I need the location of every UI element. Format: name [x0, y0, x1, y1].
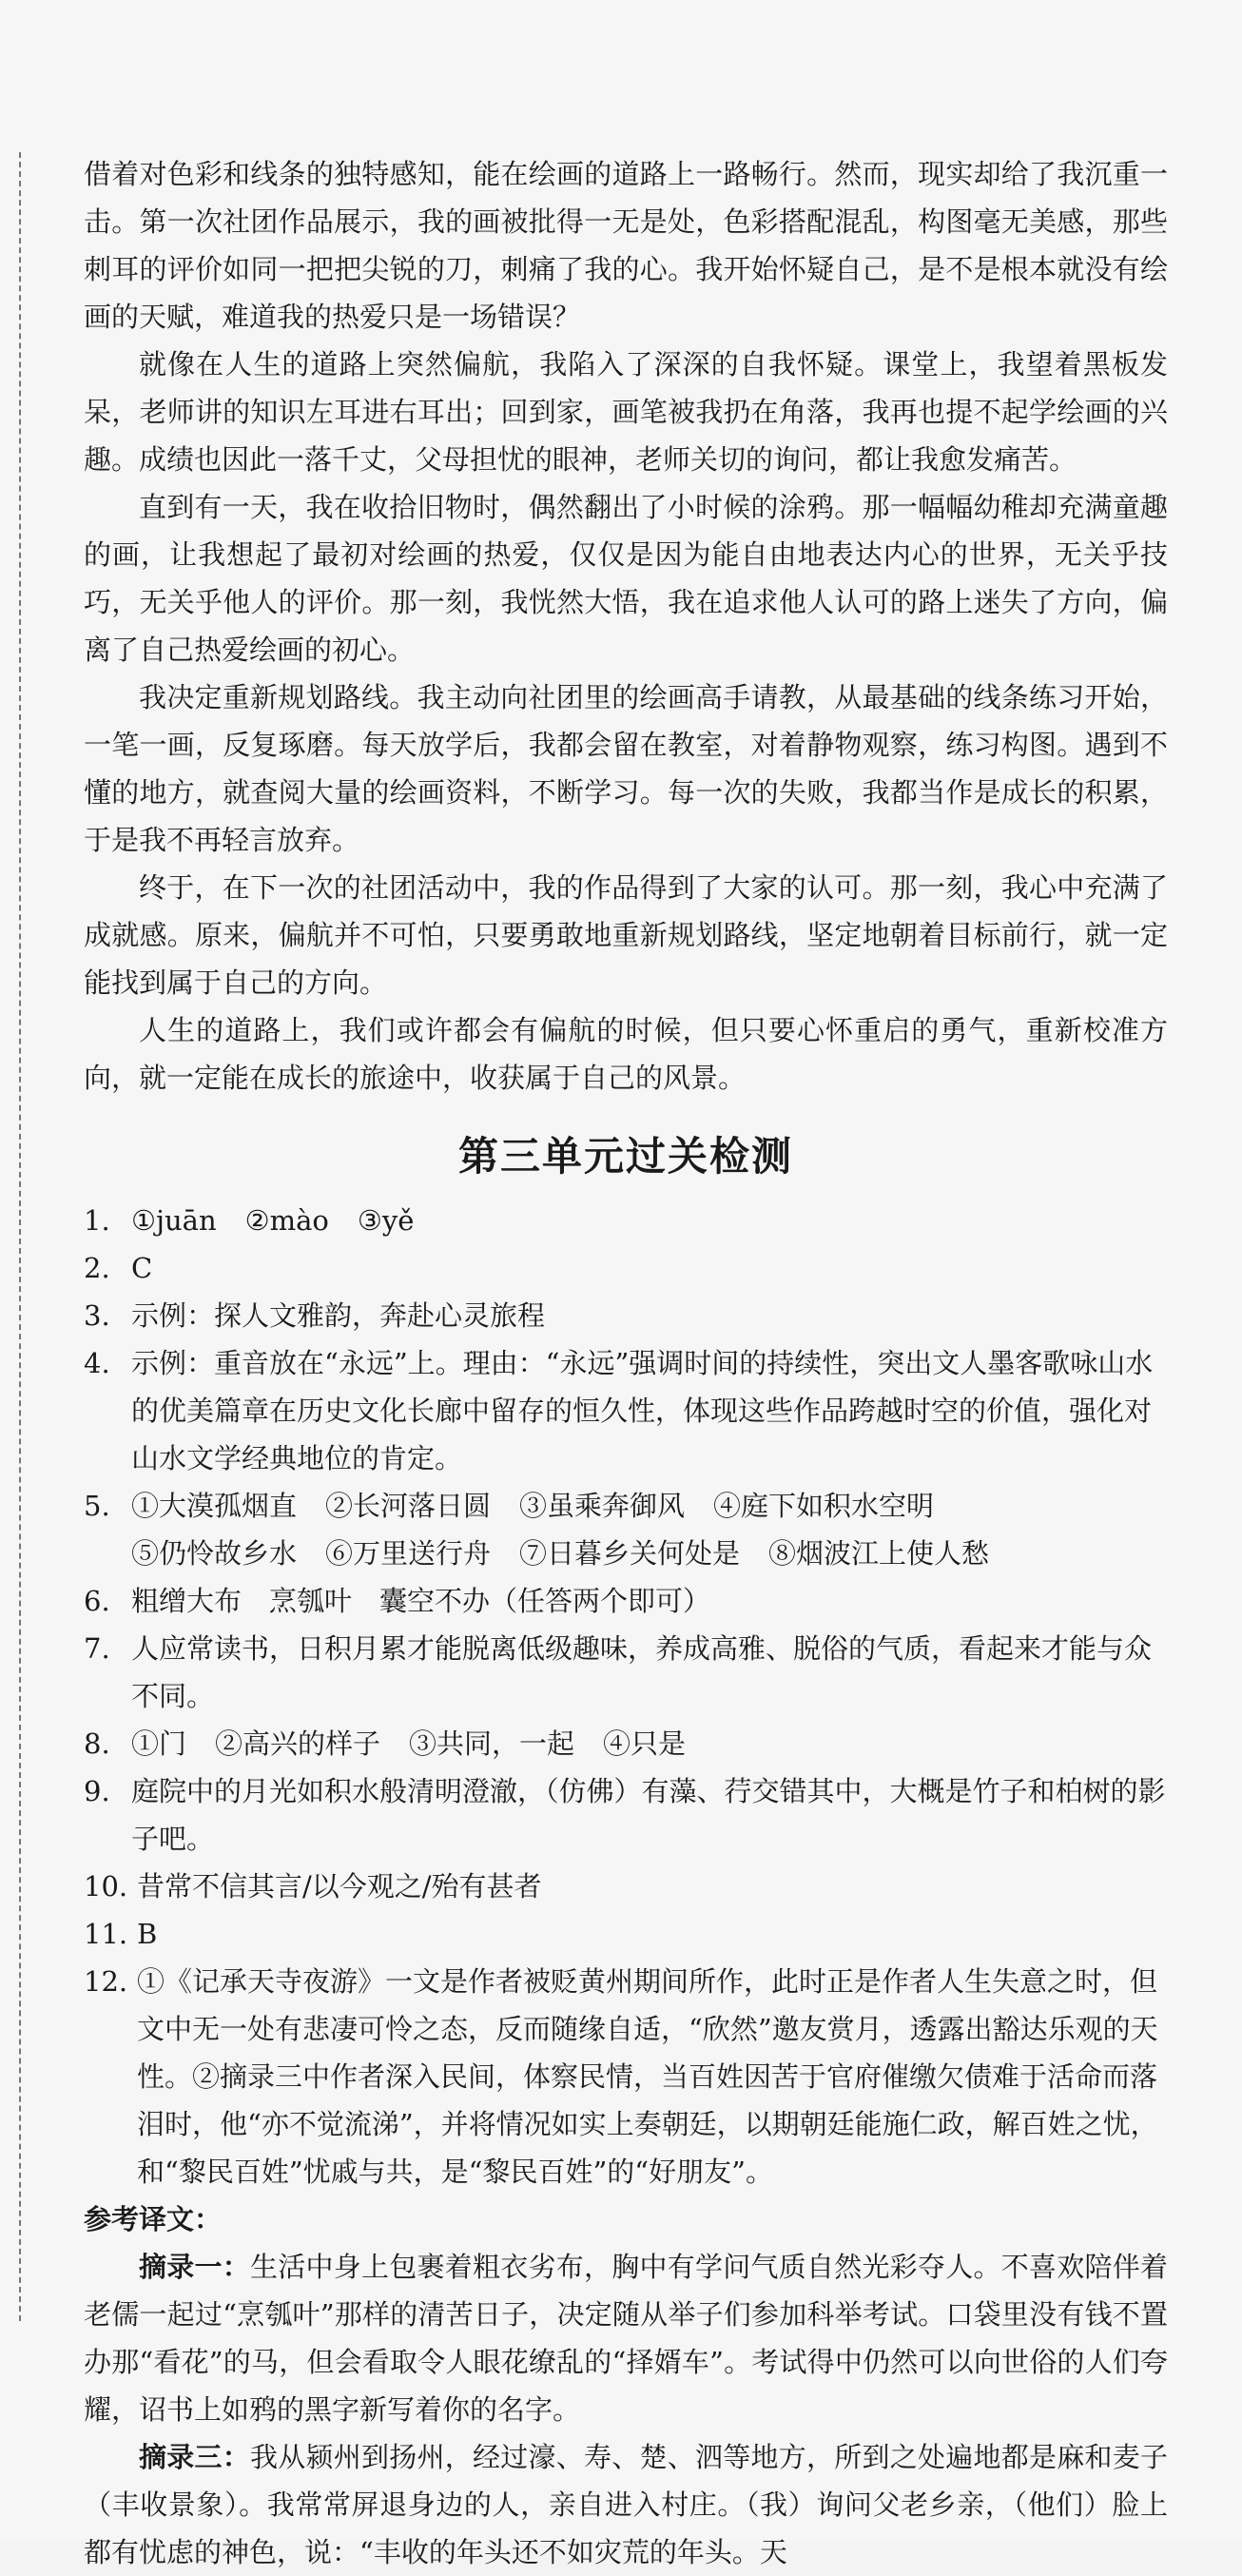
answer-part: ①门: [131, 1727, 187, 1760]
answer-item: [84, 1958, 1168, 2195]
reference-text: 生活中身上包裹着粗衣劣布，胸中有学问气质自然光彩夺人。不喜欢陪伴着老儒一起过“烹瓠叶”那样的清苦日子，决定随从举子们参加科举考试。口袋里没有钱不置办那“看花”的马，但会看取令人眼花缭乱的“择婿车”。考试得中仍然可以向世俗的人们夸耀，诏书上如鸦的黑字新写着你的名字。: [84, 2251, 1168, 2426]
answer-part: ③共同，一起: [409, 1727, 575, 1760]
answer-number: 3.: [84, 1299, 110, 1332]
answer-text: 昔常不信其言/以今观之/殆有甚者: [137, 1870, 542, 1903]
answer-text: ①《记承天寺夜游》一文是作者被贬黄州期间所作，此时正是作者人生失意之时，但文中无一处有悲凄可怜之态，反而随缘自适，“欣然”邀友赏月，透露出豁达乐观的天性。②摘录三中作者深入民间，体察民情，当百姓因苦于官府催缴欠债难于活命而落泪时，他“亦不觉流涕”，并将情况如实上奏朝廷，以期朝廷能施仁政，解百姓之忧，和“黎民百姓”忧戚与共，是“黎民百姓”的“好朋友”。: [137, 1965, 1158, 2188]
answer-text: 粗缯大布 烹瓠叶 囊空不办（任答两个即可）: [131, 1585, 711, 1617]
answer-number: 12.: [84, 1965, 128, 1998]
answer-part: ②长河落日圆: [325, 1490, 492, 1522]
essay-paragraph: 借着对色彩和线条的独特感知，能在绘画的道路上一路畅行。然而，现实却给了我沉重一击。第一次社团作品展示，我的画被批得一无是处，色彩搭配混乱，构图毫无美感，那些刺耳的评价如同一把把尖锐的刀，刺痛了我的心。我开始怀疑自己，是不是根本就没有绘画的天赋，难道我的热爱只是一场错误？: [84, 158, 1168, 333]
reference-translation: [84, 2195, 1168, 2576]
content: [84, 150, 1168, 2576]
answer-item: [84, 1197, 1168, 1244]
reference-paragraph: [84, 2243, 1168, 2433]
answer-item: [84, 1625, 1168, 1720]
reference-label: 摘录三：: [139, 2441, 250, 2473]
answer-number: 11.: [84, 1918, 128, 1950]
answer-item: [84, 1482, 1168, 1577]
essay-paragraph: 直到有一天，我在收拾旧物时，偶然翻出了小时候的涂鸦。那一幅幅幼稚却充满童趣的画，让我想起了最初对绘画的热爱，仅仅是因为能自由地表达内心的世界，无关乎技巧，无关乎他人的评价。那一刻，我恍然大悟，我在追求他人认可的路上迷失了方向，偏离了自己热爱绘画的初心。: [84, 491, 1168, 666]
essay: [84, 150, 1168, 1102]
answer-item: [84, 1863, 1168, 1910]
answer-part: ⑦日暮乡关何处是: [519, 1537, 741, 1570]
answer-part: ③yě: [357, 1204, 415, 1237]
essay-paragraph: 就像在人生的道路上突然偏航，我陷入了深深的自我怀疑。课堂上，我望着黑板发呆，老师讲的知识左耳进右耳出；回到家，画笔被我扔在角落，我再也提不起学绘画的兴趣。成绩也因此一落千丈，父母担忧的眼神，老师关切的询问，都让我愈发痛苦。: [84, 348, 1168, 476]
answer-number: 7.: [84, 1632, 110, 1665]
answer-number: 1.: [84, 1204, 110, 1237]
answer-item: [84, 1577, 1168, 1625]
essay-paragraph: 终于，在下一次的社团活动中，我的作品得到了大家的认可。那一刻，我心中充满了成就感。原来，偏航并不可怕，只要勇敢地重新规划路线，坚定地朝着目标前行，就一定能找到属于自己的方向。: [84, 871, 1168, 999]
answer-item: [84, 1339, 1168, 1482]
answer-part: ①juān: [131, 1204, 217, 1237]
answer-part: ④只是: [603, 1727, 687, 1760]
answer-item: [84, 1910, 1168, 1958]
essay-paragraph: 我决定重新规划路线。我主动向社团里的绘画高手请教，从最基础的线条练习开始，一笔一画，反复琢磨。每天放学后，我都会留在教室，对着静物观察，练习构图。遇到不懂的地方，就查阅大量的绘画资料，不断学习。每一次的失败，我都当作是成长的积累，于是我不再轻言放弃。: [84, 681, 1168, 856]
answer-part: ①大漠孤烟直: [131, 1490, 298, 1522]
section-title: 第三单元过关检测: [457, 1133, 793, 1180]
answer-item: [84, 1292, 1168, 1339]
answer-part: ⑧烟波江上使人愁: [768, 1537, 990, 1570]
answer-part: ②mào: [244, 1204, 329, 1237]
answer-text: C: [131, 1252, 153, 1284]
answer-number: 2.: [84, 1252, 110, 1284]
answer-text: 人应常读书，日积月累才能脱离低级趣味，养成高雅、脱俗的气质，看起来才能与众不同。: [131, 1632, 1153, 1712]
answer-row: [131, 1482, 1168, 1530]
answer-row: [131, 1530, 1168, 1577]
answer-item: [84, 1767, 1168, 1863]
answer-number: 8.: [84, 1727, 110, 1760]
binding-cut-line: [19, 152, 21, 2321]
answer-part: ⑥万里送行舟: [325, 1537, 492, 1570]
answer-number: 10.: [84, 1870, 128, 1903]
answer-text: B: [137, 1918, 158, 1950]
answer-number: 6.: [84, 1585, 110, 1617]
answer-number: 9.: [84, 1775, 110, 1807]
answer-part: ④庭下如积水空明: [713, 1490, 935, 1522]
reference-paragraph: [84, 2433, 1168, 2576]
answer-text: 示例：探人文雅韵，奔赴心灵旅程: [131, 1299, 546, 1332]
answer-item: [84, 1720, 1168, 1767]
answer-part: ③虽乘奔御风: [519, 1490, 686, 1522]
answer-item: [84, 1244, 1168, 1292]
answer-text: 庭院中的月光如积水般清明澄澈，（仿佛）有藻、荇交错其中，大概是竹子和柏树的影子吧。: [131, 1775, 1166, 1855]
answer-list: [84, 1197, 1168, 2195]
answer-part: ⑤仍怜故乡水: [131, 1537, 298, 1570]
essay-paragraph: 人生的道路上，我们或许都会有偏航的时候，但只要心怀重启的勇气，重新校准方向，就一定能在成长的旅途中，收获属于自己的风景。: [84, 1014, 1168, 1094]
answer-text: 示例：重音放在“永远”上。理由：“永远”强调时间的持续性，突出文人墨客歌咏山水的优美篇章在历史文化长廊中留存的恒久性，体现这些作品跨越时空的价值，强化对山水文学经典地位的肯定。: [131, 1347, 1154, 1474]
reference-title: 参考译文：: [84, 2203, 223, 2235]
answer-part: ②高兴的样子: [215, 1727, 381, 1760]
reference-text: 我从颍州到扬州，经过濠、寿、楚、泗等地方，所到之处遍地都是麻和麦子（丰收景象）。我常常屏退身边的人，亲自进入村庄。（我）询问父老乡亲，（他们）脸上都有忧虑的神色，说：“丰收的年头还不如灾荒的年头。天: [84, 2441, 1168, 2568]
reference-label: 摘录一：: [139, 2251, 250, 2283]
answer-number: 5.: [84, 1490, 110, 1522]
answer-number: 4.: [84, 1347, 110, 1379]
